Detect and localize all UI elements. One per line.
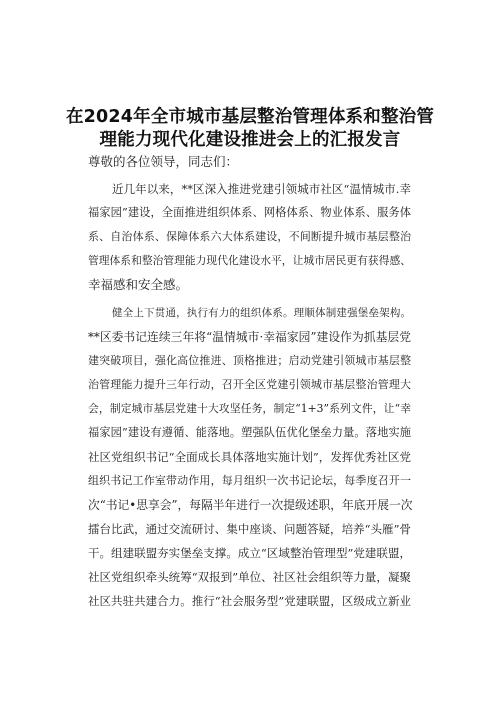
paragraph-2-line: 干。组建联盟夯实堡垒支撑。成立“区域整治管理型”党建联盟， [88, 546, 411, 560]
paragraph-2-line: 健全上下贯通，执行有力的组织体系。理顺体制建强堡垒架构。 [112, 307, 411, 319]
paragraph-1-line: 系、自治体系、保障体系六大体系建设，不间断提升城市基层整治 [88, 230, 411, 243]
paragraph-2-line: 次“书记•思享会”，每隔半年进行一次提级述职，年底开展一次 [88, 498, 413, 512]
paragraph-2-line: 组织书记工作室带动作用，每月组织一次书记论坛，每季度召开一 [88, 474, 411, 487]
document-title-line-1: 在2024年全市城市基层整治管理体系和整治管 [65, 107, 435, 127]
paragraph-1-line: 福家园”建设，全面推进组织体系、网格体系、物业体系、服务体 [88, 206, 411, 219]
document-title-line-2: 理能力现代化建设推进会上的汇报发言 [99, 130, 401, 150]
paragraph-2-line: 福家园”建设有遵循、能落地。塑强队伍优化堡垒力量。落地实施 [88, 426, 411, 439]
paragraph-2-line: 治管理能力提升三年行动，召开全区党建引领城市基层整治管理大 [88, 378, 411, 391]
paragraph-2-line: 擂台比武，通过交流研讨、集中座谈、问题答疑，培养“头雁”骨 [88, 522, 411, 536]
paragraph-1-line: 管理体系和整治管理能力现代化建设水平，让城市居民更有获得感、 [88, 254, 411, 267]
paragraph-1-line: 近几年以来，**区深入推进党建引领城市社区“温情城市.幸 [112, 182, 411, 196]
paragraph-2-line: 社区党组织书记“全面成长具体落地实施计划”，发挥优秀社区党 [88, 450, 411, 464]
salutation: 尊敬的各位领导，同志们： [88, 154, 239, 169]
paragraph-2-line: **区委书记连续三年将“温情城市·幸福家园”建设作为抓基层党 [88, 330, 411, 344]
paragraph-2-line: 社区共驻共建合力。推行“社会服务型”党建联盟，区级成立新业 [88, 594, 411, 608]
paragraph-2-line: 会，制定城市基层党建十大攻坚任务，制定“1+3”系列文件，让“幸 [88, 402, 411, 415]
paragraph-1-line: 幸福感和安全感。 [88, 277, 189, 292]
paragraph-2-line: 社区党组织牵头统筹“双报到”单位、社区社会组织等力量，凝聚 [88, 570, 411, 584]
paragraph-2-line: 建突破项目，强化高位推进、顶格推进；启动党建引领城市基层整 [88, 354, 411, 367]
